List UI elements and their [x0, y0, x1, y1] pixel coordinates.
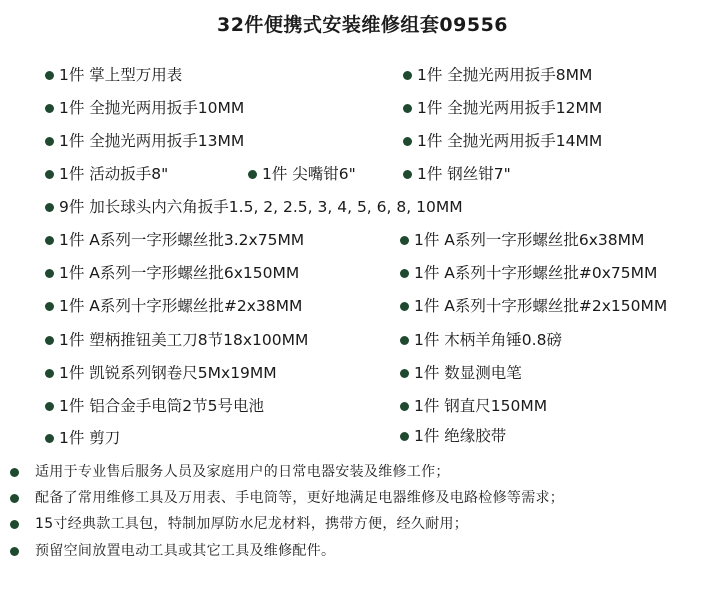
item-label: 1件 木柄羊角锤0.8磅: [414, 331, 562, 349]
note-text: 配备了常用维修工具及万用表、手电筒等，更好地满足电器维修及电路检修等需求；: [35, 490, 565, 506]
bullet-icon: [400, 302, 409, 311]
note-text: 适用于专业售后服务人员及家庭用户的日常电器安装及维修工作；: [35, 464, 450, 480]
bullet-icon: [45, 104, 54, 113]
item-label: 1件 A系列十字形螺丝批#0x75MM: [414, 264, 658, 282]
list-item: [45, 396, 264, 416]
bullet-icon: [45, 269, 54, 278]
list-item: [45, 164, 168, 184]
list-item: [45, 363, 277, 383]
bullet-icon: [400, 402, 409, 411]
list-item: [400, 296, 667, 316]
item-label: 1件 A系列十字形螺丝批#2x150MM: [414, 297, 668, 315]
list-item: [400, 330, 562, 350]
bullet-icon: [400, 236, 409, 245]
item-label: 1件 钢丝钳7": [417, 165, 511, 183]
page-title: 32件便携式安装维修组套09556: [216, 14, 509, 36]
bullet-icon: [45, 203, 54, 212]
item-label: 1件 A系列一字形螺丝批6x150MM: [59, 264, 300, 282]
bullet-icon: [45, 336, 54, 345]
list-item: [403, 164, 511, 184]
list-item: [45, 131, 244, 151]
item-label: 1件 全抛光两用扳手14MM: [417, 132, 603, 150]
list-item: [45, 230, 304, 250]
bullet-icon: [45, 170, 54, 179]
feature-note: [10, 514, 468, 534]
note-text: 预留空间放置电动工具或其它工具及维修配件。: [35, 543, 336, 559]
list-item: [400, 363, 522, 383]
list-item: [400, 396, 547, 416]
bullet-icon: [45, 434, 54, 443]
bullet-icon: [45, 137, 54, 146]
item-label: 1件 A系列一字形螺丝批3.2x75MM: [59, 231, 305, 249]
bullet-icon: [10, 520, 19, 529]
bullet-icon: [45, 302, 54, 311]
bullet-icon: [400, 369, 409, 378]
bullet-icon: [403, 104, 412, 113]
bullet-icon: [45, 236, 54, 245]
item-label: 1件 全抛光两用扳手12MM: [417, 99, 603, 117]
item-label: 1件 数显测电笔: [414, 364, 522, 382]
bullet-icon: [10, 547, 19, 556]
item-label: 1件 剪刀: [59, 429, 121, 447]
bullet-icon: [400, 269, 409, 278]
bullet-icon: [403, 137, 412, 146]
list-item: [45, 428, 120, 448]
bullet-icon: [10, 468, 19, 477]
item-label: 1件 活动扳手8": [59, 165, 169, 183]
item-label: 1件 全抛光两用扳手13MM: [59, 132, 245, 150]
list-item: [45, 263, 299, 283]
item-label: 1件 凯锐系列钢卷尺5Mx19MM: [59, 364, 277, 382]
list-item: [45, 296, 302, 316]
bullet-icon: [45, 369, 54, 378]
list-item: [248, 164, 356, 184]
bullet-icon: [248, 170, 257, 179]
item-label: 1件 铝合金手电筒2节5号电池: [59, 397, 265, 415]
item-label: 1件 全抛光两用扳手8MM: [417, 66, 593, 84]
list-item: [45, 98, 244, 118]
item-label: 1件 钢直尺150MM: [414, 397, 548, 415]
item-label: 1件 塑柄推钮美工刀8节18x100MM: [59, 331, 309, 349]
list-item: [400, 263, 657, 283]
list-item: [400, 426, 506, 446]
feature-note: [10, 462, 450, 482]
bullet-icon: [403, 71, 412, 80]
item-label: 1件 全抛光两用扳手10MM: [59, 99, 245, 117]
bullet-icon: [10, 494, 19, 503]
item-label: 1件 掌上型万用表: [59, 66, 183, 84]
bullet-icon: [403, 170, 412, 179]
list-item: [400, 230, 644, 250]
item-label: 1件 尖嘴钳6": [262, 165, 356, 183]
list-item: [403, 98, 602, 118]
bullet-icon: [45, 71, 54, 80]
bullet-icon: [400, 336, 409, 345]
bullet-icon: [45, 402, 54, 411]
item-label: 1件 A系列一字形螺丝批6x38MM: [414, 231, 645, 249]
list-item: [45, 65, 182, 85]
note-text: 15寸经典款工具包，特制加厚防水尼龙材料，携带方便，经久耐用；: [35, 516, 469, 532]
item-label: 1件 绝缘胶带: [414, 427, 507, 445]
list-item: [45, 330, 308, 350]
feature-note: [10, 541, 335, 561]
list-item: [403, 131, 602, 151]
feature-note: [10, 488, 564, 508]
bullet-icon: [400, 432, 409, 441]
list-item: [45, 197, 463, 217]
item-label: 1件 A系列十字形螺丝批#2x38MM: [59, 297, 303, 315]
list-item: [403, 65, 592, 85]
item-label: 9件 加长球头内六角扳手1.5, 2, 2.5, 3, 4, 5, 6, 8, 10MM: [59, 198, 463, 216]
